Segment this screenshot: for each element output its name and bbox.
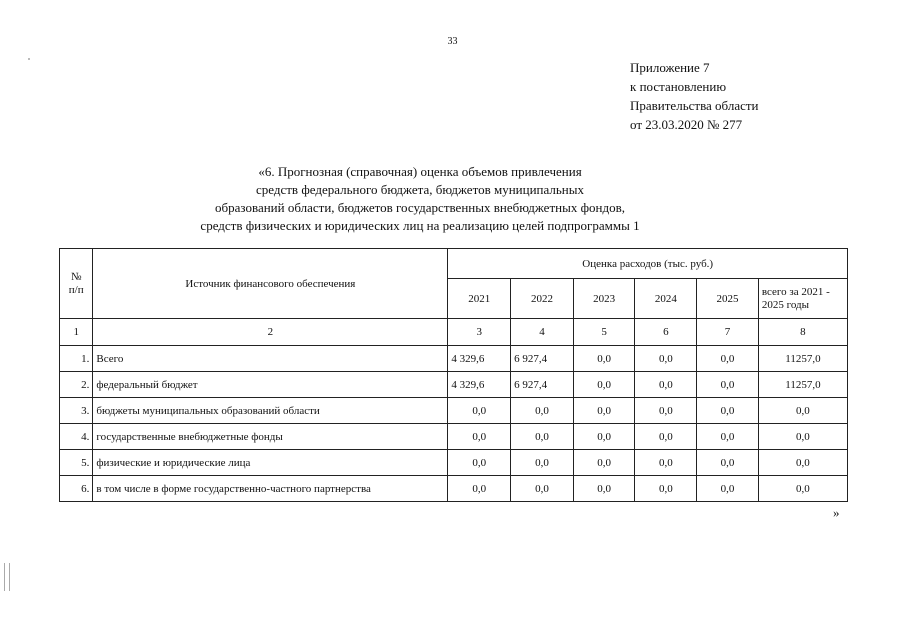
table-row: [60, 424, 848, 450]
header-funding-source: Источник финансового обеспечения: [93, 249, 448, 319]
table-row: [60, 476, 848, 502]
title-line-4: средств физических и юридических лиц на реализацию целей подпрограммы 1: [200, 218, 640, 233]
title-line-3: образований области, бюджетов государственных внебюджетных фондов,: [215, 200, 625, 215]
header-year-2021: 2021: [448, 279, 511, 319]
cell-2021: 4 329,6: [448, 372, 511, 398]
cell-total: 11257,0: [758, 372, 847, 398]
column-index: 6: [635, 319, 697, 346]
cell-2022: 0,0: [511, 476, 574, 502]
cell-2023: 0,0: [573, 476, 635, 502]
row-source: бюджеты муниципальных образований области: [93, 398, 448, 424]
table-row: [60, 398, 848, 424]
funding-estimate-table: [59, 248, 848, 502]
appendix-line-2: к постановлению: [630, 79, 727, 94]
cell-2023: 0,0: [573, 398, 635, 424]
row-number: 1.: [60, 346, 93, 372]
column-index-row: [60, 319, 848, 346]
cell-2021: 0,0: [448, 476, 511, 502]
header-expense-estimate: Оценка расходов (тыс. руб.): [448, 249, 848, 279]
header-year-2024: 2024: [635, 279, 697, 319]
cell-2025: 0,0: [697, 450, 759, 476]
header-num-line-2: п/п: [68, 283, 84, 296]
row-number: 5.: [60, 450, 93, 476]
cell-2023: 0,0: [573, 424, 635, 450]
cell-total: 0,0: [758, 424, 847, 450]
cell-2023: 0,0: [573, 346, 635, 372]
row-number: 4.: [60, 424, 93, 450]
cell-2025: 0,0: [697, 476, 759, 502]
cell-2021: 0,0: [448, 424, 511, 450]
row-source: в том числе в форме государственно-частного партнерства: [93, 476, 448, 502]
column-index: 1: [60, 319, 93, 346]
row-number: 3.: [60, 398, 93, 424]
cell-2024: 0,0: [635, 372, 697, 398]
cell-2021: 4 329,6: [448, 346, 511, 372]
column-index: 8: [758, 319, 847, 346]
column-index: 4: [511, 319, 574, 346]
row-source: государственные внебюджетные фонды: [93, 424, 448, 450]
cell-total: 0,0: [758, 476, 847, 502]
cell-2022: 0,0: [511, 450, 574, 476]
cell-2021: 0,0: [448, 450, 511, 476]
header-num-line-1: №: [70, 270, 82, 283]
header-year-2025: 2025: [697, 279, 759, 319]
scan-dot-mark: [28, 58, 30, 60]
appendix-line-1: Приложение 7: [630, 60, 710, 75]
row-source: федеральный бюджет: [93, 372, 448, 398]
cell-2025: 0,0: [697, 424, 759, 450]
header-year-2022: 2022: [511, 279, 574, 319]
cell-2024: 0,0: [635, 450, 697, 476]
title-line-2: средств федерального бюджета, бюджетов муниципальных: [256, 182, 584, 197]
cell-2025: 0,0: [697, 372, 759, 398]
table-row: [60, 372, 848, 398]
row-number: 6.: [60, 476, 93, 502]
column-index: 3: [448, 319, 511, 346]
table-header-row-1: [60, 249, 848, 279]
cell-2022: 6 927,4: [511, 372, 574, 398]
appendix-reference: [630, 58, 759, 134]
header-total: всего за 2021 - 2025 годы: [758, 279, 847, 319]
cell-2025: 0,0: [697, 398, 759, 424]
cell-2021: 0,0: [448, 398, 511, 424]
appendix-line-3: Правительства области: [630, 98, 759, 113]
cell-2024: 0,0: [635, 424, 697, 450]
cell-2022: 0,0: [511, 424, 574, 450]
document-title: [150, 163, 690, 235]
cell-2024: 0,0: [635, 398, 697, 424]
column-index: 2: [93, 319, 448, 346]
cell-2025: 0,0: [697, 346, 759, 372]
title-line-1: «6. Прогнозная (справочная) оценка объемов привлечения: [258, 164, 582, 179]
closing-quote: »: [833, 505, 840, 520]
page-number: 33: [447, 36, 458, 47]
row-source: Всего: [93, 346, 448, 372]
cell-total: 0,0: [758, 398, 847, 424]
row-source: физические и юридические лица: [93, 450, 448, 476]
cell-2024: 0,0: [635, 346, 697, 372]
row-number: 2.: [60, 372, 93, 398]
cell-total: 0,0: [758, 450, 847, 476]
header-row-number: [60, 249, 93, 319]
table-row: [60, 450, 848, 476]
column-index: 5: [573, 319, 635, 346]
cell-2022: 0,0: [511, 398, 574, 424]
cell-total: 11257,0: [758, 346, 847, 372]
cell-2023: 0,0: [573, 372, 635, 398]
cell-2023: 0,0: [573, 450, 635, 476]
column-index: 7: [697, 319, 759, 346]
cell-2022: 6 927,4: [511, 346, 574, 372]
cell-2024: 0,0: [635, 476, 697, 502]
appendix-line-4: от 23.03.2020 № 277: [630, 117, 743, 132]
margin-scan-mark: [4, 563, 10, 591]
table-row: [60, 346, 848, 372]
header-year-2023: 2023: [573, 279, 635, 319]
